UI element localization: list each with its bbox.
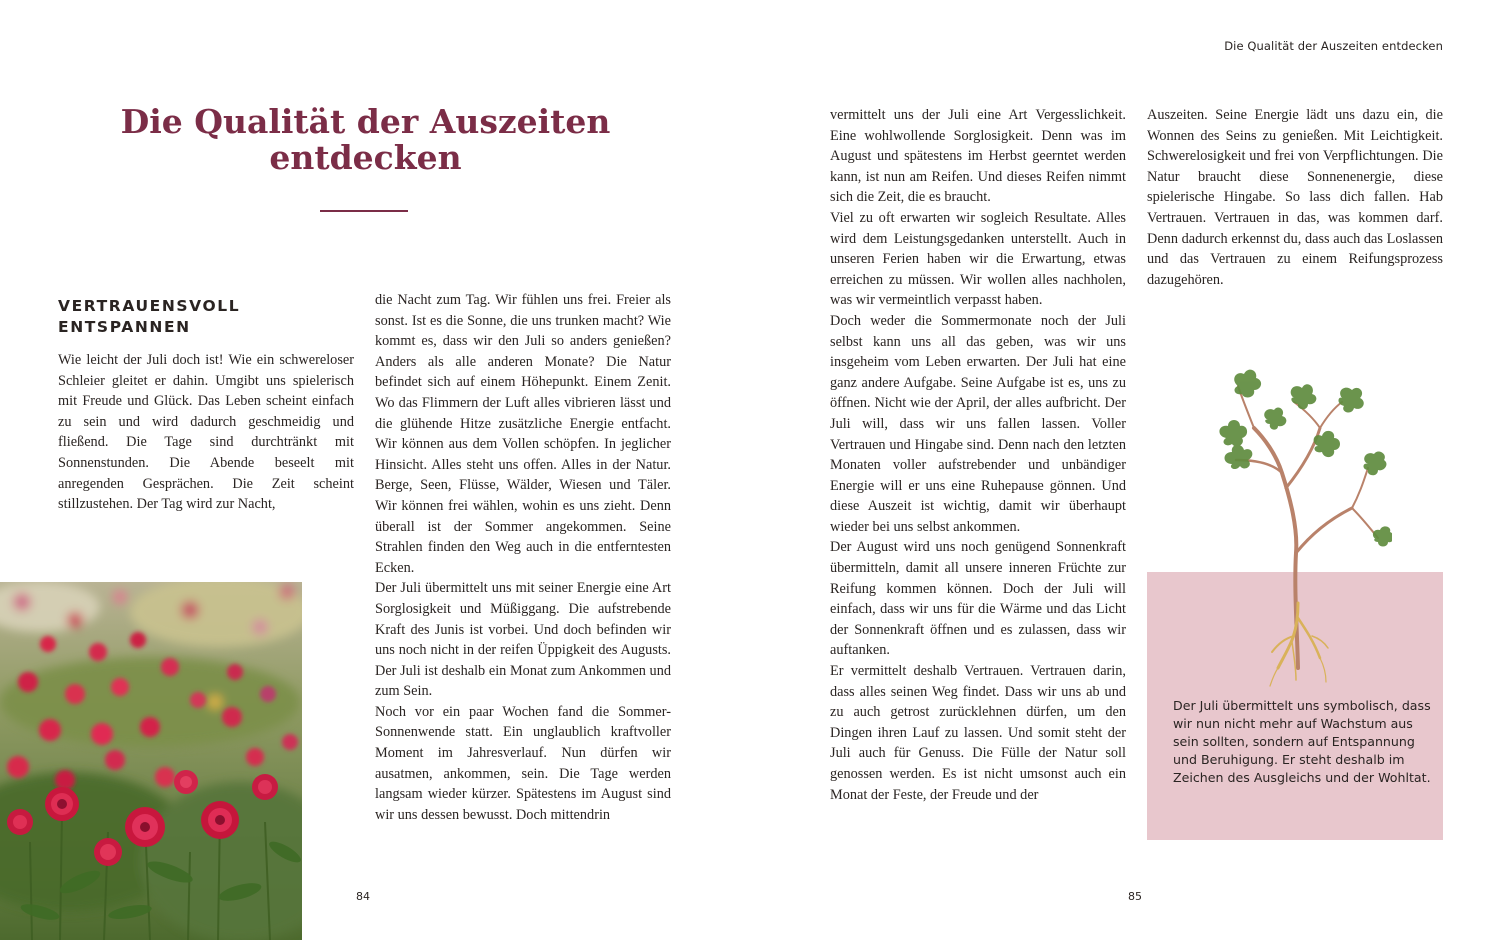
oak-sapling-illustration: [1202, 368, 1392, 688]
title-divider: [320, 210, 408, 212]
paragraph: Wie leicht der Juli doch ist! Wie ein schwereloser Schleier gleitet er dahin. Umgibt uns spielerisch mit Freude und Glück. Das Leben scheint einfach zu sein und wird dadurch geschmeidig und fließend. Die Tage sind durchtränkt mit Sonnenstunden. Die Abende beseelt mit anregenden Gesprächen. Die Zeit scheint stillzustehen. Der Tag wird zur Nacht,: [58, 352, 354, 513]
paragraph: Viel zu oft erwarten wir sogleich Resultate. Alles wird dem Leistungsgedanken unterstellt. Auch in unseren Ferien haben wir die Erwartung, etwas erreichen zu müssen. Wir wollen alles nachholen, was wir vermeintlich verpasst haben.: [830, 209, 1126, 309]
paragraph: Doch weder die Sommermonate noch der Juli selbst kann uns all das geben, was wir uns insgeheim vom Leben erwarten. Der Juli hat eine ganz andere Aufgabe. Seine Aufgabe ist es, uns zu öffnen. Nicht wie der April, der alles aufbricht. Der Juli will, dass wir uns fallen lassen. Voller Vertrauen und Hingabe sind. Denn nach den letzten Monaten voller aufstrebender und unbändiger Energie will er uns eine Ruhepause gönnen. Und diese Auszeit ist wichtig, damit wir überhaupt wieder bei uns selbst ankommen.: [830, 312, 1126, 535]
page-number-left: 84: [356, 890, 370, 903]
paragraph: Er vermittelt deshalb Vertrauen. Vertrauen darin, dass alles seinen Weg findet. Dass wir uns ab und zu auch getrost zurücklehnen dürfen, um den Dingen ihren Lauf zu lassen. Und somit steht der Juli auch für Genuss. Die Fülle der Natur soll genossen werden. Es ist nicht umsonst auch ein Monat der Feste, der Freude und der: [830, 663, 1126, 803]
right-column-1: [830, 105, 1126, 805]
paragraph: die Nacht zum Tag. Wir fühlen uns frei. Freier als sonst. Ist es die Sonne, die uns trunken macht? Wie kommt es, dass wir den Juli so anders genießen? Anders als alle anderen Monate? Die Natur befindet sich auf einem Höhepunkt. Einem Zenit. Wo das Flimmern der Luft alles vibrieren lässt und die glühende Hitze zusätzliche Energie entfacht. Wir können aus dem Vollen schöpfen. In jeglicher Hinsicht. Alles steht uns offen. Alles in der Natur. Berge, Seen, Flüsse, Wälder, Wiesen und Täler. Wir können frei wählen, wohin es uns zieht. Denn überall ist der Sommer angekommen. Seine Strahlen finden den Weg auch in die entferntesten Ecken.: [375, 292, 671, 576]
running-header: Die Qualität der Auszeiten entdecken: [1224, 39, 1443, 53]
right-page: [750, 0, 1500, 940]
chapter-title: Die Qualität der Auszeiten entdecken: [120, 102, 611, 177]
zinnia-flower-field-photo: [0, 582, 302, 940]
callout-text: Der Juli übermittelt uns symbolisch, dass wir nun nicht mehr auf Wachstum aus sein sollten, sondern auf Entspannung und Beruhigung. Er steht deshalb im Zeichen des Ausgleichs und der Wohltat.: [1173, 698, 1431, 785]
paragraph: Der August wird uns noch genügend Sonnenkraft übermitteln, damit all unsere inneren Früchte zur Reifung kommen können. Doch der Juli will einfach, dass wir uns für die Wärme und das Licht der Sonnenkraft öffnen und es zulassen, dass wir auftanken.: [830, 539, 1126, 659]
section-heading: VERTRAUENSVOLL ENTSPANNEN: [58, 297, 241, 336]
page-number-right: 85: [1128, 890, 1142, 903]
paragraph: Noch vor ein paar Wochen fand die Sommer-Sonnenwende statt. Ein unglaublich kraftvoller Moment im Jahresverlauf. Nun dürfen wir ausatmen, ankommen, sein. Die Tage werden langsam wieder kürzer. Spätestens im August sind wir uns dessen bewusst. Doch mittendrin: [375, 703, 671, 823]
paragraph: Der Juli übermittelt uns mit seiner Energie eine Art Sorglosigkeit und Müßiggang. Die aufstrebende Kraft des Junis ist vorbei. Und doch befinden wir uns noch nicht in der reifen Üppigkeit des Augusts. Der Juli ist deshalb ein Monat zum Ankommen und zum Sein.: [375, 580, 671, 700]
right-column-2: [1147, 105, 1443, 290]
left-column-2: [375, 290, 671, 825]
left-column-1: [58, 350, 354, 515]
paragraph: vermittelt uns der Juli eine Art Vergesslichkeit. Eine wohlwollende Sorglosigkeit. Denn was im August und spätestens im Herbst geerntet werden kann, ist nun am Reifen. Und dieses Reifen nimmt sich die Zeit, die es braucht.: [830, 107, 1126, 206]
paragraph: Auszeiten. Seine Energie lädt uns dazu ein, die Wonnen des Seins zu genießen. Mit Leichtigkeit. Schwerelosigkeit und frei von Verpflichtungen. Die Natur braucht diese Sonnenenergie, diese spielerische Hingabe. So lass dich fallen. Hab Vertrauen. Vertrauen in das, was kommen darf. Denn dadurch erkennst du, dass auch das Loslassen und das Vertrauen zu einem Reifungsprozess dazugehören.: [1147, 107, 1443, 288]
